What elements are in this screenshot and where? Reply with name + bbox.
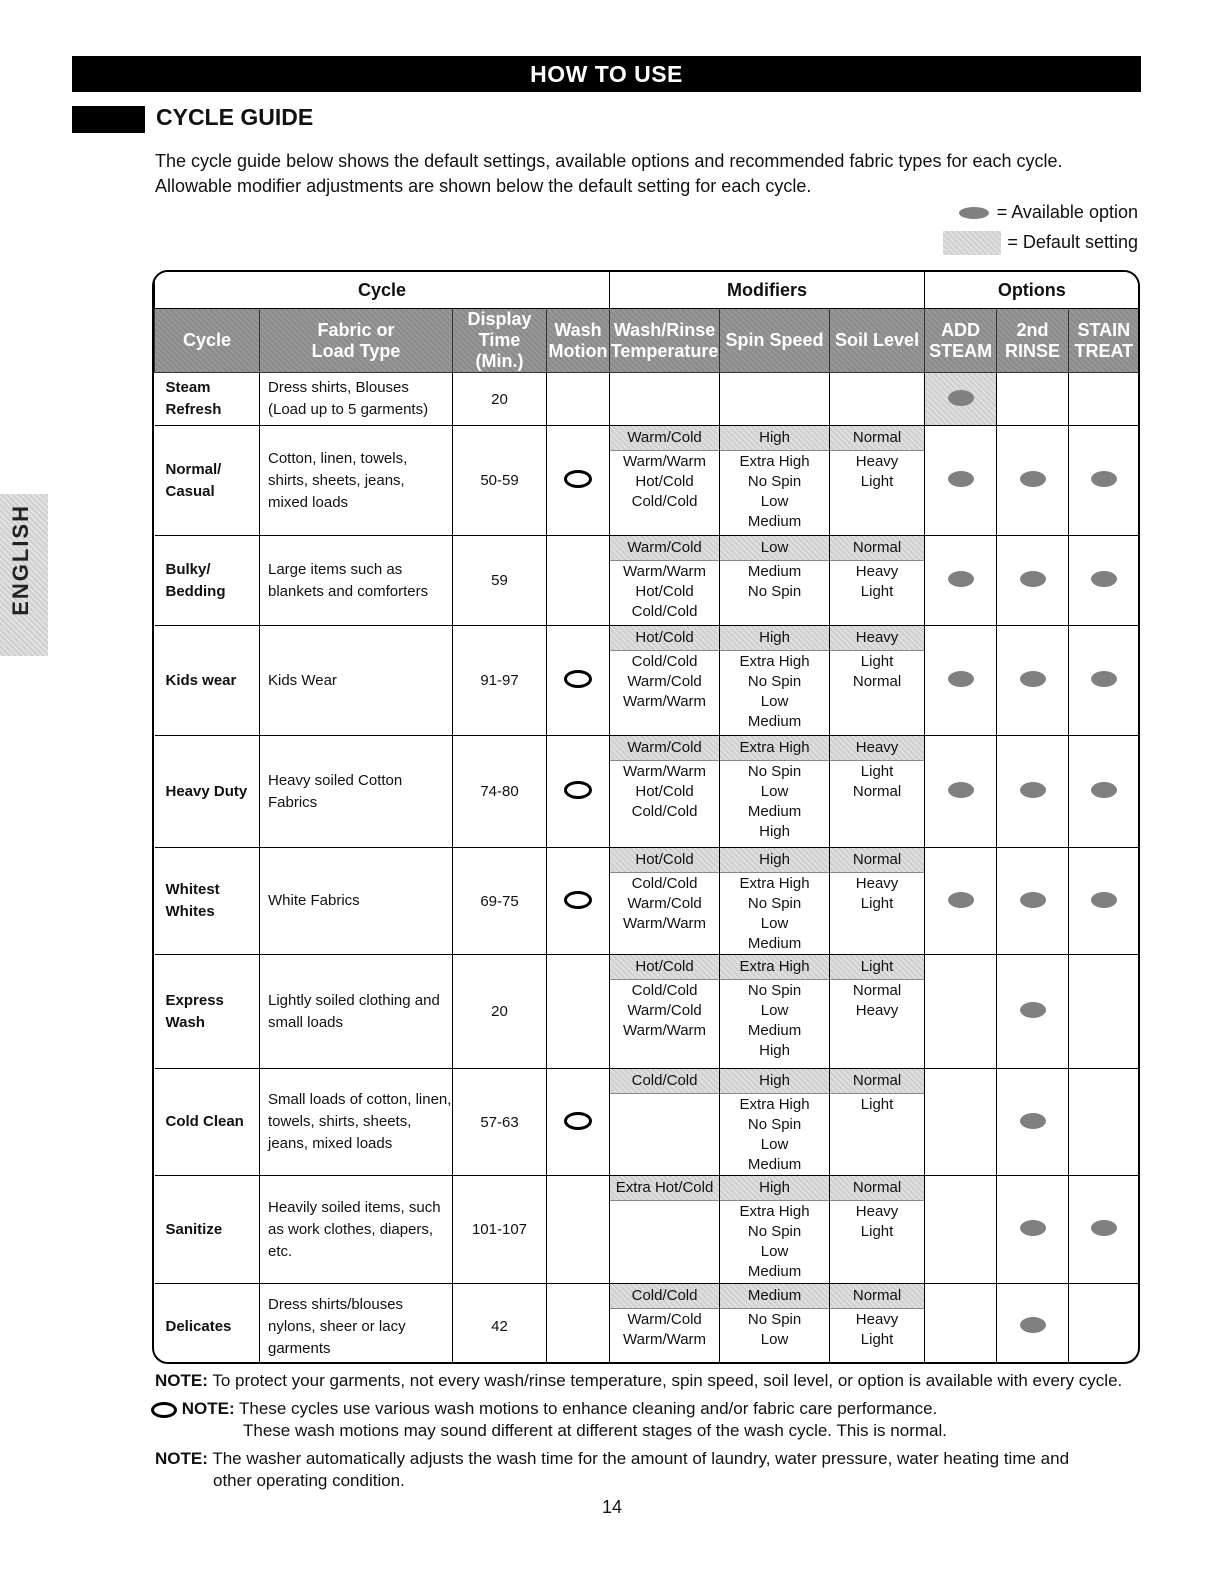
available-option-icon (1091, 1220, 1117, 1236)
available-settings: Heavy Light (855, 1203, 899, 1240)
soil-level-cell (830, 373, 925, 426)
default-setting: Hot/Cold (610, 955, 719, 980)
available-option-icon (948, 571, 974, 587)
cell-text: Small loads of cotton, linen, (268, 1091, 452, 1108)
available-option-icon (1020, 1317, 1046, 1333)
default-setting: Heavy (830, 736, 924, 761)
table-row (155, 955, 1139, 1069)
note-3: NOTE: The washer automatically adjusts the wash time for the amount of laundry, water pressure, water heating time and (155, 1449, 1070, 1468)
available-settings: Light (860, 1096, 894, 1113)
soil-level-cell (830, 626, 925, 736)
spin-speed-cell (720, 1284, 830, 1365)
cell-text: nylons, sheer or lacy (268, 1317, 406, 1335)
available-settings: Heavy Light (855, 563, 899, 600)
cell-text: Delicates (165, 1317, 232, 1335)
table-row (155, 1284, 1139, 1365)
available-settings: Normal Heavy (852, 982, 902, 1019)
soil-level-cell (830, 1284, 925, 1365)
temperature-cell (610, 1284, 720, 1365)
notes (155, 1370, 1165, 1492)
cell-text: Heavy soiled Cotton (268, 771, 403, 789)
cell-text: Dress shirts/blouses (268, 1295, 404, 1313)
stain-treat-cell (1069, 373, 1139, 426)
note-2: NOTE: These cycles use various wash motions to enhance cleaning and/or fabric care performance. (155, 1398, 1165, 1420)
wash-motion-cell (547, 1284, 610, 1365)
wash-motion-icon (564, 891, 592, 909)
add-steam-cell (925, 1284, 997, 1365)
default-setting: Cold/Cold (610, 1069, 719, 1094)
cell-text: Wash (165, 1013, 205, 1031)
available-settings: No Spin Low Medium High (747, 982, 802, 1059)
display-time: 69-75 (453, 848, 547, 955)
cycle-name (155, 1069, 260, 1176)
soil-level-cell (830, 536, 925, 626)
available-option-icon (948, 471, 974, 487)
fabric-type (260, 848, 453, 955)
col-temperature: Wash/Rinse Temperature (610, 309, 720, 373)
add-steam-cell (925, 1069, 997, 1176)
default-setting: Normal (830, 426, 924, 451)
cell-text: Refresh (165, 401, 222, 418)
section-marker (72, 106, 145, 133)
second-rinse-cell (997, 1069, 1069, 1176)
stain-treat-cell (1069, 848, 1139, 955)
legend-available: = Available option (959, 202, 1138, 223)
stain-treat-cell (1069, 426, 1139, 536)
default-setting: Normal (830, 1284, 924, 1309)
cell-text: Lightly soiled clothing and (268, 991, 440, 1009)
default-swatch-icon (943, 231, 1001, 255)
soil-level-cell (830, 1176, 925, 1284)
available-option-icon (948, 671, 974, 687)
wash-motion-cell (547, 626, 610, 736)
wash-motion-icon (564, 670, 592, 688)
page-header-bar: HOW TO USE (72, 56, 1141, 92)
cell-text: Fabrics (268, 793, 318, 811)
table-row (155, 536, 1139, 626)
add-steam-cell (925, 955, 997, 1069)
default-setting (830, 373, 924, 397)
default-setting: High (720, 426, 829, 451)
cell-text: Dress shirts, Blouses (268, 379, 409, 396)
display-time: 42 (453, 1284, 547, 1365)
wash-motion-cell (547, 1069, 610, 1176)
col-wash-motion: Wash Motion (547, 309, 610, 373)
cell-text: Cotton, linen, towels, (268, 449, 408, 467)
default-setting: Extra High (720, 955, 829, 980)
cell-text: mixed loads (268, 493, 349, 511)
available-option-icon (1091, 782, 1117, 798)
default-setting: Hot/Cold (610, 848, 719, 873)
cell-text: Large items such as (268, 560, 403, 578)
wash-motion-icon (151, 1402, 177, 1418)
table-row (155, 1176, 1139, 1284)
available-settings: Extra High No Spin Low Medium (739, 875, 810, 952)
cycle-name (155, 736, 260, 848)
soil-level-cell (830, 736, 925, 848)
default-setting: High (720, 626, 829, 651)
second-rinse-cell (997, 848, 1069, 955)
table-row (155, 1069, 1139, 1176)
spin-speed-cell (720, 736, 830, 848)
available-dot-icon (959, 207, 989, 219)
cell-text: towels, shirts, sheets, (268, 1113, 412, 1130)
soil-level-cell (830, 1069, 925, 1176)
add-steam-cell (925, 848, 997, 955)
available-settings: Heavy Light (855, 875, 899, 912)
wash-motion-cell (547, 536, 610, 626)
cycle-name (155, 426, 260, 536)
default-setting: Medium (720, 1284, 829, 1309)
available-option-icon (1020, 571, 1046, 587)
default-setting: Warm/Cold (610, 736, 719, 761)
group-modifiers: Modifiers (610, 272, 925, 309)
available-option-icon (1091, 671, 1117, 687)
table-row (155, 426, 1139, 536)
add-steam-cell (925, 373, 997, 426)
stain-treat-cell (1069, 1069, 1139, 1176)
col-soil-level: Soil Level (830, 309, 925, 373)
cycle-guide-table (152, 270, 1140, 1364)
default-setting (720, 373, 829, 397)
default-setting: Light (830, 955, 924, 980)
available-option-icon (948, 892, 974, 908)
section-title: CYCLE GUIDE (156, 104, 314, 130)
available-settings: No Spin Low Medium High (747, 763, 802, 840)
add-steam-cell (925, 1176, 997, 1284)
wash-motion-cell (547, 955, 610, 1069)
second-rinse-cell (997, 536, 1069, 626)
legend-default: = Default setting (943, 231, 1138, 255)
spin-speed-cell (720, 955, 830, 1069)
display-time: 59 (453, 536, 547, 626)
spin-speed-cell (720, 1176, 830, 1284)
second-rinse-cell (997, 626, 1069, 736)
stain-treat-cell (1069, 1284, 1139, 1365)
available-option-icon (1020, 671, 1046, 687)
default-setting: Normal (830, 1069, 924, 1094)
add-steam-cell (925, 536, 997, 626)
spin-speed-cell (720, 536, 830, 626)
available-option-icon (1091, 471, 1117, 487)
temperature-cell (610, 736, 720, 848)
available-settings: Extra High No Spin Low Medium (739, 653, 810, 730)
cell-text: Steam (165, 379, 211, 396)
note-1: NOTE: To protect your garments, not every wash/rinse temperature, spin speed, soil level, or option is available with every cycle. (155, 1371, 1123, 1390)
available-settings: Extra High No Spin Low Medium (739, 453, 810, 530)
available-settings: Cold/Cold Warm/Cold Warm/Warm (623, 875, 707, 932)
temperature-cell (610, 536, 720, 626)
soil-level-cell (830, 848, 925, 955)
cell-text: garments (268, 1339, 331, 1357)
add-steam-cell (925, 626, 997, 736)
available-settings: Medium No Spin (747, 563, 802, 600)
cell-text: jeans, mixed loads (268, 1135, 393, 1152)
cycle-name (155, 373, 260, 426)
wash-motion-cell (547, 1176, 610, 1284)
available-settings: Light Normal (852, 763, 902, 800)
default-setting: High (720, 1176, 829, 1201)
cell-text: Normal/ (165, 460, 222, 478)
temperature-cell (610, 848, 720, 955)
note-2-cont: These wash motions may sound different at different stages of the wash cycle. This is normal. (243, 1421, 947, 1440)
available-option-icon (1020, 1113, 1046, 1129)
wash-motion-icon (564, 1112, 592, 1130)
second-rinse-cell (997, 373, 1069, 426)
default-setting: Warm/Cold (610, 426, 719, 451)
cell-text: (Load up to 5 garments) (268, 401, 429, 418)
cycle-name (155, 1284, 260, 1365)
available-settings: Light Normal (852, 653, 902, 690)
fabric-type (260, 426, 453, 536)
cycle-name (155, 848, 260, 955)
cell-text: etc. (268, 1242, 293, 1260)
second-rinse-cell (997, 955, 1069, 1069)
cell-text: Casual (165, 482, 215, 500)
available-option-icon (948, 782, 974, 798)
default-setting: High (720, 1069, 829, 1094)
fabric-type (260, 1069, 453, 1176)
cell-text: White Fabrics (268, 892, 360, 909)
stain-treat-cell (1069, 626, 1139, 736)
temperature-cell (610, 373, 720, 426)
cell-text: Heavy Duty (165, 782, 248, 800)
available-option-icon (1020, 892, 1046, 908)
table-row (155, 848, 1139, 955)
available-option-icon (1020, 1002, 1046, 1018)
default-setting: High (720, 848, 829, 873)
default-setting: Hot/Cold (610, 626, 719, 651)
available-settings: Heavy Light (855, 1311, 899, 1348)
cell-text: Whites (165, 903, 215, 920)
available-settings: No Spin Low (747, 1311, 802, 1348)
second-rinse-cell (997, 1176, 1069, 1284)
default-setting: Cold/Cold (610, 1284, 719, 1309)
col-fabric: Fabric or Load Type (260, 309, 453, 373)
default-setting: Normal (830, 848, 924, 873)
display-time: 20 (453, 955, 547, 1069)
stain-treat-cell (1069, 955, 1139, 1069)
default-setting: Heavy (830, 626, 924, 651)
default-setting: Extra High (720, 736, 829, 761)
display-time: 20 (453, 373, 547, 426)
default-setting (610, 373, 719, 397)
cycle-name (155, 1176, 260, 1284)
temperature-cell (610, 426, 720, 536)
intro-text: The cycle guide below shows the default settings, available options and recommended fabric types for each cycle. Allowable modifier adjustments are shown below the default setting for each cycle. (155, 151, 1063, 196)
table-row (155, 373, 1139, 426)
table-row (155, 626, 1139, 736)
cell-text: Express (165, 991, 224, 1009)
available-settings: Heavy Light (855, 453, 899, 490)
spin-speed-cell (720, 626, 830, 736)
available-settings: Warm/Cold Warm/Warm (623, 1311, 707, 1348)
add-steam-cell (925, 426, 997, 536)
available-option-icon (1020, 1220, 1046, 1236)
col-display-time: Display Time (Min.) (453, 309, 547, 373)
wash-motion-cell (547, 426, 610, 536)
note-3-cont: other operating condition. (213, 1471, 405, 1490)
cell-text: shirts, sheets, jeans, (268, 471, 405, 489)
group-options: Options (925, 272, 1139, 309)
second-rinse-cell (997, 736, 1069, 848)
wash-motion-icon (564, 781, 592, 799)
stain-treat-cell (1069, 536, 1139, 626)
cell-text: blankets and comforters (268, 582, 429, 600)
stain-treat-cell (1069, 736, 1139, 848)
temperature-cell (610, 1069, 720, 1176)
fabric-type (260, 1284, 453, 1365)
col-stain-treat: STAIN TREAT (1069, 309, 1139, 373)
temperature-cell (610, 1176, 720, 1284)
wash-motion-cell (547, 848, 610, 955)
available-settings: Extra High No Spin Low Medium (739, 1203, 810, 1280)
wash-motion-icon (564, 470, 592, 488)
available-settings: Extra High No Spin Low Medium (739, 1096, 810, 1173)
spin-speed-cell (720, 373, 830, 426)
cell-text: Whitest (165, 881, 220, 898)
col-2nd-rinse: 2nd RINSE (997, 309, 1069, 373)
temperature-cell (610, 626, 720, 736)
table-row (155, 736, 1139, 848)
temperature-cell (610, 955, 720, 1069)
available-option-icon (1091, 892, 1117, 908)
fabric-type (260, 1176, 453, 1284)
second-rinse-cell (997, 1284, 1069, 1365)
add-steam-cell (925, 736, 997, 848)
cycle-name (155, 955, 260, 1069)
default-setting: Warm/Cold (610, 536, 719, 561)
cell-text: as work clothes, diapers, (268, 1220, 434, 1238)
cell-text: Heavily soiled items, such (268, 1198, 441, 1216)
display-time: 50-59 (453, 426, 547, 536)
fabric-type (260, 736, 453, 848)
group-cycle: Cycle (155, 272, 610, 309)
available-option-icon (1020, 471, 1046, 487)
col-spin-speed: Spin Speed (720, 309, 830, 373)
display-time: 74-80 (453, 736, 547, 848)
display-time: 57-63 (453, 1069, 547, 1176)
wash-motion-cell (547, 373, 610, 426)
available-option-icon (948, 390, 974, 406)
page-number: 14 (601, 1497, 623, 1517)
cycle-name (155, 626, 260, 736)
default-setting: Normal (830, 536, 924, 561)
fabric-type (260, 373, 453, 426)
cell-text: small loads (268, 1013, 344, 1031)
spin-speed-cell (720, 848, 830, 955)
cycle-name (155, 536, 260, 626)
available-settings: Cold/Cold Warm/Cold Warm/Warm (623, 982, 707, 1039)
language-side-tab: ENGLISH (0, 494, 48, 656)
spin-speed-cell (720, 1069, 830, 1176)
display-time: 101-107 (453, 1176, 547, 1284)
cell-text: Kids wear (165, 671, 237, 689)
cell-text: Bedding (165, 582, 226, 600)
fabric-type (260, 626, 453, 736)
cell-text: Sanitize (165, 1220, 223, 1238)
cell-text: Bulky/ (165, 560, 211, 578)
col-cycle: Cycle (155, 309, 260, 373)
col-add-steam: ADD STEAM (925, 309, 997, 373)
cell-text: Cold Clean (165, 1113, 244, 1130)
display-time: 91-97 (453, 626, 547, 736)
cell-text: Kids Wear (268, 671, 337, 689)
default-setting: Extra Hot/Cold (610, 1176, 719, 1201)
available-settings: Warm/Warm Hot/Cold Cold/Cold (623, 453, 707, 510)
stain-treat-cell (1069, 1176, 1139, 1284)
default-setting: Normal (830, 1176, 924, 1201)
available-settings: Cold/Cold Warm/Cold Warm/Warm (623, 653, 707, 710)
soil-level-cell (830, 426, 925, 536)
default-setting: Low (720, 536, 829, 561)
available-option-icon (1020, 782, 1046, 798)
second-rinse-cell (997, 426, 1069, 536)
available-settings: Warm/Warm Hot/Cold Cold/Cold (623, 763, 707, 820)
fabric-type (260, 955, 453, 1069)
soil-level-cell (830, 955, 925, 1069)
wash-motion-cell (547, 736, 610, 848)
available-option-icon (1091, 571, 1117, 587)
available-settings: Warm/Warm Hot/Cold Cold/Cold (623, 563, 707, 620)
spin-speed-cell (720, 426, 830, 536)
fabric-type (260, 536, 453, 626)
